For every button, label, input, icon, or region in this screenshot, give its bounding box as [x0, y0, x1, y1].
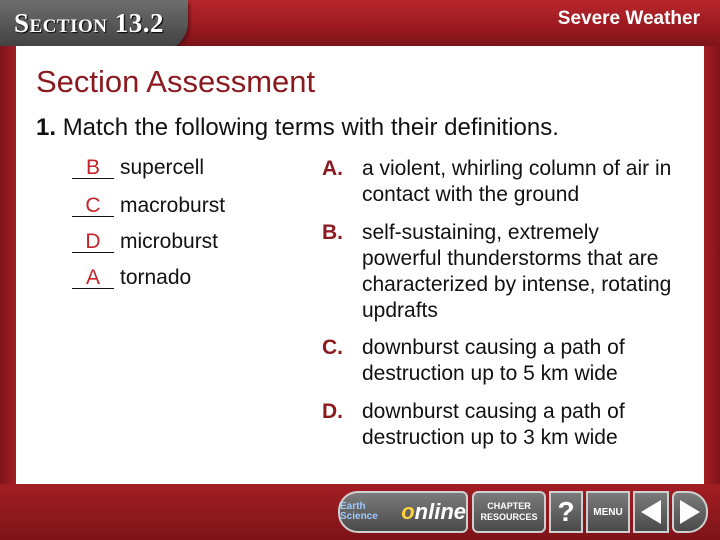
earth-science-label: Earth Science: [340, 501, 378, 522]
help-button[interactable]: [549, 491, 583, 533]
definition-letter: B.: [322, 221, 343, 244]
earth-science-online-button[interactable]: [338, 491, 468, 533]
right-frame: [704, 46, 720, 540]
menu-button[interactable]: [586, 491, 630, 533]
chapter-title: Severe Weather: [557, 8, 700, 29]
definition-item: [322, 156, 672, 208]
answer-blank[interactable]: [72, 196, 114, 217]
section-label: Section 13.2: [14, 8, 164, 38]
answer-blank[interactable]: [72, 158, 114, 179]
definition-text: a violent, whirling column of air in contact with the ground: [362, 157, 672, 206]
definition-letter: A.: [322, 157, 343, 180]
answer-letter: B: [85, 156, 100, 179]
content-panel: [16, 46, 704, 484]
term-label: supercell: [120, 156, 205, 179]
question-number: 1.: [36, 114, 57, 141]
term-row: [72, 194, 225, 218]
term-label: tornado: [120, 266, 192, 289]
previous-button[interactable]: [633, 491, 669, 533]
answer-blank[interactable]: [72, 232, 114, 253]
term-row: [72, 266, 191, 290]
section-tab: [0, 0, 188, 52]
answer-letter: D: [85, 230, 101, 253]
page-title: Section Assessment: [36, 64, 316, 99]
answer-letter: C: [85, 194, 101, 217]
menu-label: MENU: [593, 506, 623, 518]
question-text: Match the following terms with their definitions.: [62, 114, 559, 141]
arrow-left-icon: [641, 500, 661, 524]
term-label: microburst: [120, 230, 219, 253]
definition-item: [322, 220, 672, 324]
term-label: macroburst: [120, 194, 226, 217]
answer-blank[interactable]: [72, 268, 114, 289]
definition-letter: C.: [322, 336, 343, 359]
help-icon: ?: [557, 496, 575, 527]
definition-text: downburst causing a path of destruction up to 3 km wide: [362, 400, 625, 449]
left-frame: [0, 46, 16, 540]
answer-letter: A: [85, 266, 100, 289]
definition-text: downburst causing a path of destruction up to 5 km wide: [362, 336, 625, 385]
arrow-right-icon: [680, 500, 700, 524]
online-label: online: [401, 499, 466, 524]
definition-item: [322, 335, 672, 387]
definition-letter: D.: [322, 400, 343, 423]
definition-text: self-sustaining, extremely powerful thunderstorms that are characterized by intense, rotating updrafts: [362, 221, 672, 322]
term-row: [72, 230, 218, 254]
term-row: [72, 156, 204, 180]
chapter-resources-button[interactable]: [472, 491, 546, 533]
question: [36, 114, 559, 142]
definition-item: [322, 399, 672, 451]
chapter-resources-label: CHAPTER RESOURCES: [480, 501, 538, 522]
